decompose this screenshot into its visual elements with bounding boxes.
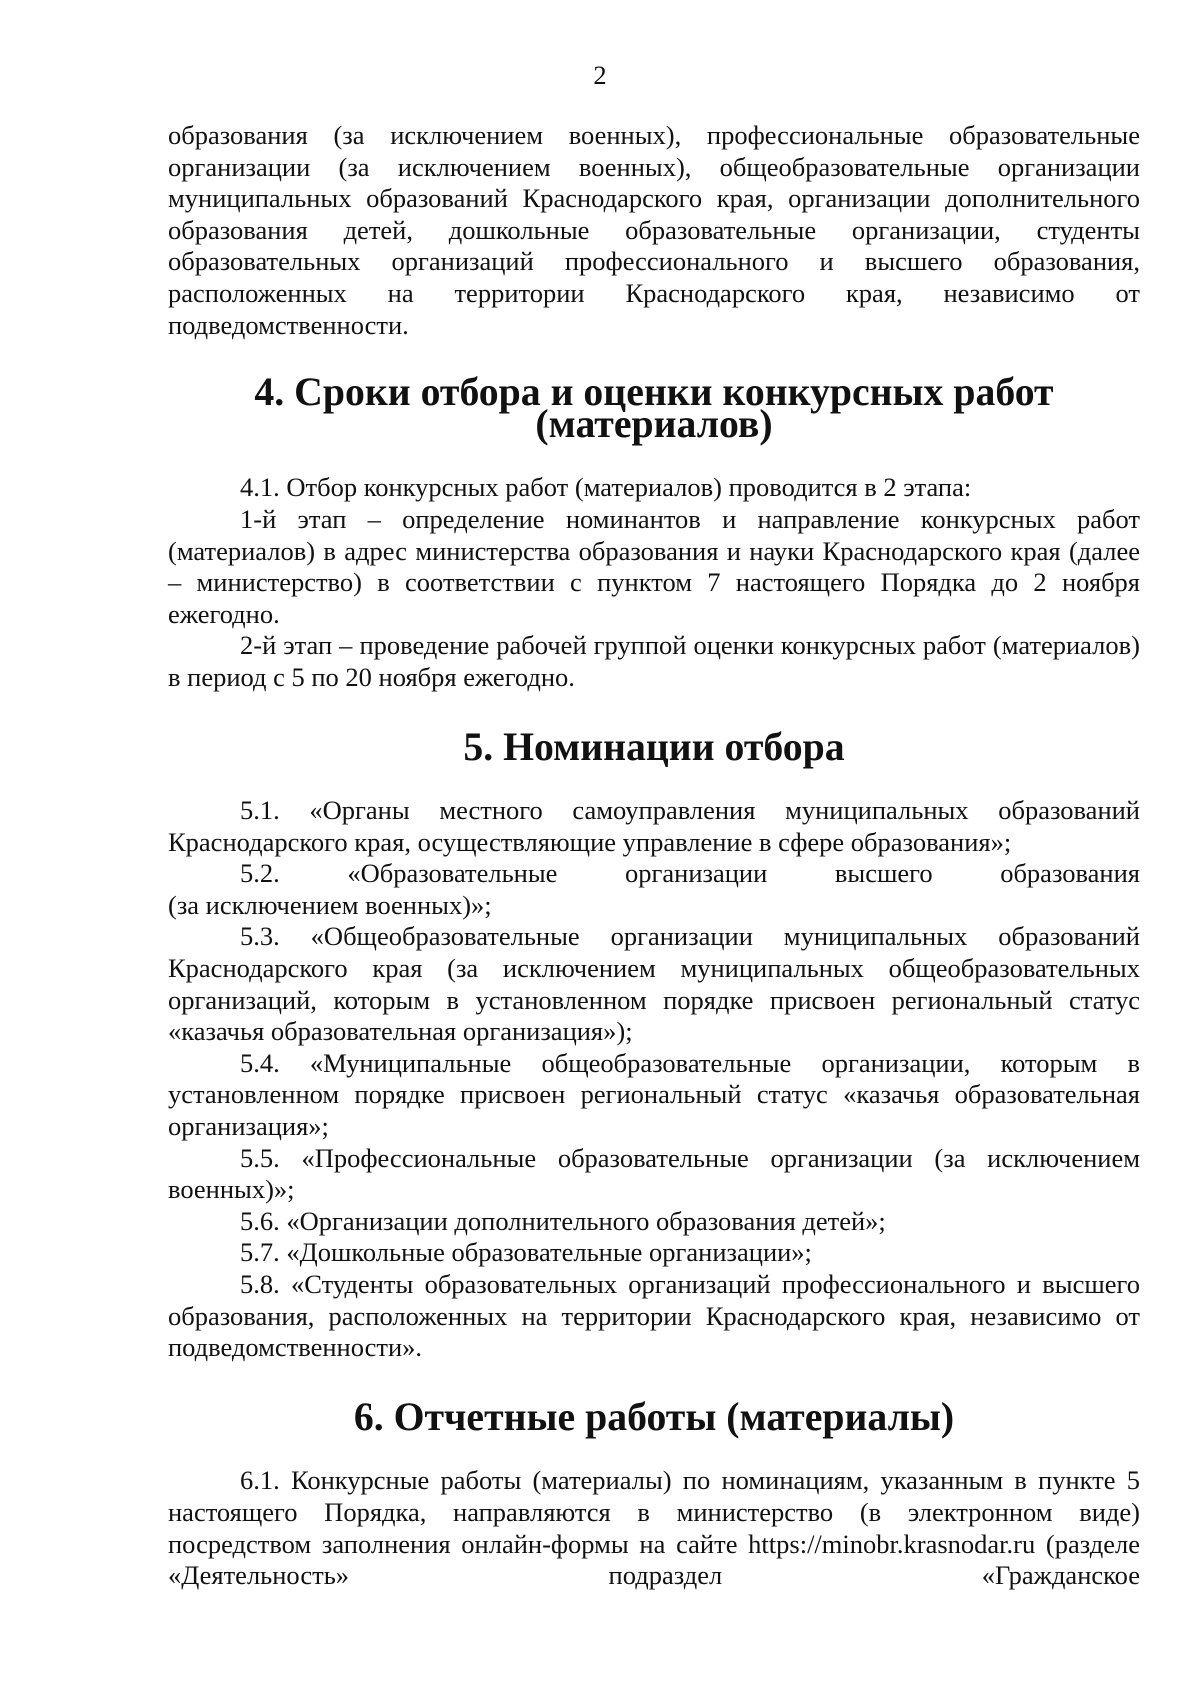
nomination-5-1: 5.1. «Органы местного самоуправления муниципальных образований Краснодарского края, осуществляющие управление в сфере образования»; (168, 795, 1140, 857)
section-4-heading: 4. Сроки отбора и оценки конкурсных работ (материалов) (254, 370, 1054, 446)
nomination-5-8: 5.8. «Студенты образовательных организаций профессионального и высшего образования, расположенных на территории Краснодарского края, независимо от подведомственности». (168, 1269, 1140, 1363)
section-4-paragraph-2: 1-й этап – определение номинантов и направление конкурсных работ (материалов) в адрес министерства образования и науки Краснодарского края (далее – министерство) в соответствии с пунктом 7 настоящего Порядка до 2 ноября ежегодно. (168, 503, 1140, 629)
page-number: 2 (593, 60, 607, 90)
section-4-paragraph-1: 4.1. Отбор конкурсных работ (материалов) проводится в 2 этапа: (240, 472, 972, 503)
nomination-5-2: 5.2. «Образовательные организации высшего образования (240, 858, 1140, 889)
document-body (168, 120, 1140, 1592)
nomination-5-4: 5.4. «Муниципальные общеобразовательные организации, которым в установленном порядке присвоен региональный статус «казачья образовательная организация»; (168, 1047, 1140, 1142)
section-4-paragraph-3: 2-й этап – проведение рабочей группой оценки конкурсных работ (материалов) в период с 5 по 20 ноября ежегодно. (168, 630, 1140, 692)
section-5-heading: 5. Номинации отбора (463, 724, 845, 769)
nomination-5-7: 5.7. «Дошкольные образовательные организации»; (240, 1237, 812, 1268)
nomination-5-3: 5.3. «Общеобразовательные организации муниципальных образований Краснодарского края (за исключением муниципальных общеобразовательных организаций, которым в установленном порядке присвоен региональный статус «казачья образовательная организация»); (168, 921, 1140, 1047)
nomination-5-2-continuation: (за исключением военных)»; (168, 889, 492, 920)
nomination-5-5: 5.5. «Профессиональные образовательные организации (за исключением военных)»; (168, 1142, 1140, 1205)
section-6-heading: 6. Отчетные работы (материалы) (353, 1394, 955, 1439)
section-6-paragraph-1: 6.1. Конкурсные работы (материалы) по номинациям, указанным в пункте 5 настоящего Порядка, направляются в министерство (в электронном виде) посредством заполнения онлайн-формы на сайте https://minobr.krasnodar.ru (разделе «Деятельность» подраздел «Гражданское (168, 1465, 1140, 1591)
intro-paragraph: образования (за исключением военных), профессиональные образовательные организации (за исключением военных), общеобразовательные организации муниципальных образований Краснодарского края, организации дополнительного образования детей, дошкольные образовательные организации, студенты образовательных организаций профессионального и высшего образования, расположенных на территории Краснодарского края, независимо от подведомственности. (168, 120, 1140, 340)
nomination-5-6: 5.6. «Организации дополнительного образования детей»; (240, 1205, 886, 1236)
